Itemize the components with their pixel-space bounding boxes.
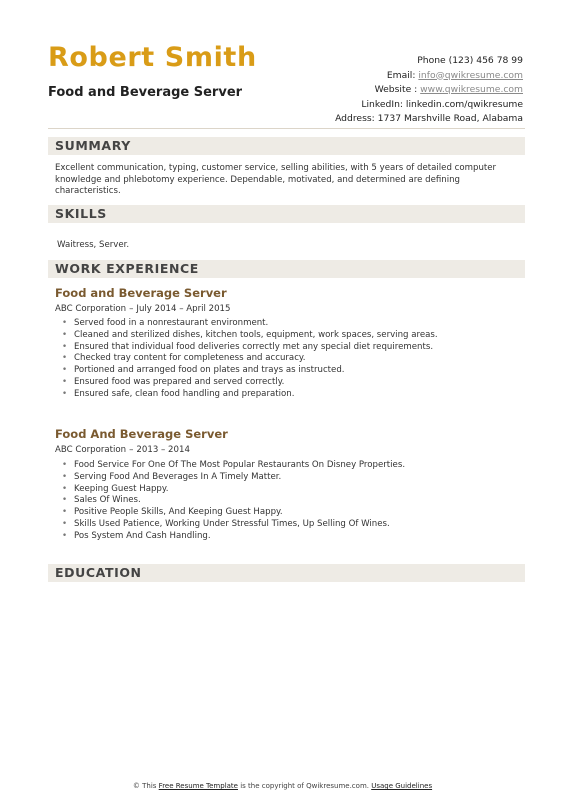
work-experience-heading: WORK EXPERIENCE bbox=[55, 261, 199, 276]
candidate-name: Robert Smith bbox=[48, 42, 257, 73]
list-item: • Keeping Guest Happy. bbox=[60, 484, 520, 496]
list-item: • Ensured safe, clean food handling and preparation. bbox=[60, 389, 520, 401]
list-item: • Checked tray content for completeness and accuracy. bbox=[60, 353, 520, 365]
list-item: • Served food in a nonrestaurant environment. bbox=[60, 318, 520, 330]
contact-address-line bbox=[223, 112, 523, 127]
job-2-bullets bbox=[60, 460, 520, 543]
phone-value: (123) 456 78 99 bbox=[448, 55, 523, 66]
email-link[interactable]: info@qwikresume.com bbox=[418, 69, 523, 81]
list-item: • Positive People Skills, And Keeping Guest Happy. bbox=[60, 507, 520, 519]
summary-section-header bbox=[48, 137, 525, 155]
work-experience-section-header bbox=[48, 260, 525, 278]
contact-linkedin-line bbox=[223, 98, 523, 113]
job-2-company-dates: ABC Corporation – 2013 – 2014 bbox=[55, 445, 190, 455]
list-item: • Ensured that individual food deliveries correctly met any special diet requirements. bbox=[60, 342, 520, 354]
list-item: • Ensured food was prepared and served correctly. bbox=[60, 377, 520, 389]
list-item: • Cleaned and sterilized dishes, kitchen tools, equipment, work spaces, serving areas. bbox=[60, 330, 520, 342]
address-label: Address: bbox=[335, 113, 375, 124]
education-heading: EDUCATION bbox=[55, 565, 142, 580]
summary-text: Excellent communication, typing, customer service, selling abilities, with 5 years of detailed computer knowledge and phlebotomy experience. Dependable, motivated, and determined are defining characteristics. bbox=[55, 163, 497, 196]
website-link[interactable]: www.qwikresume.com bbox=[420, 84, 523, 95]
skills-section-header bbox=[48, 205, 525, 223]
job-1-title: Food and Beverage Server bbox=[55, 286, 227, 300]
list-item: • Portioned and arranged food on plates and trays as instructed. bbox=[60, 365, 520, 377]
list-item: • Serving Food And Beverages In A Timely Matter. bbox=[60, 472, 520, 484]
contact-block bbox=[223, 54, 523, 127]
job-1-bullets bbox=[60, 318, 520, 401]
skills-heading: SKILLS bbox=[55, 206, 107, 221]
address-value: 1737 Marshville Road, Alabama bbox=[377, 113, 523, 124]
list-item: • Sales Of Wines. bbox=[60, 495, 520, 507]
usage-guidelines-link[interactable]: Usage Guidelines bbox=[371, 782, 433, 790]
contact-website-line bbox=[223, 83, 523, 98]
job-1-company: ABC Corporation bbox=[55, 304, 127, 314]
education-section-header bbox=[48, 564, 525, 582]
copyright-footer bbox=[0, 782, 565, 790]
job-2-title: Food And Beverage Server bbox=[55, 427, 228, 441]
skills-text: Waitress, Server. bbox=[57, 240, 130, 250]
job-2-dates: 2013 – 2014 bbox=[136, 445, 190, 455]
website-label: Website : bbox=[374, 84, 418, 95]
contact-phone-line bbox=[223, 54, 523, 69]
list-item: • Pos System And Cash Handling. bbox=[60, 531, 520, 543]
email-label: Email: bbox=[386, 69, 416, 81]
candidate-job-title: Food and Beverage Server bbox=[48, 85, 243, 100]
job-1-company-dates: ABC Corporation – July 2014 – April 2015 bbox=[55, 304, 231, 314]
linkedin-value: linkedin.com/qwikresume bbox=[405, 98, 523, 110]
contact-email-line bbox=[223, 69, 523, 84]
phone-label: Phone bbox=[417, 55, 446, 66]
summary-heading: SUMMARY bbox=[55, 138, 131, 153]
list-item: • Skills Used Patience, Working Under Stressful Times, Up Selling Of Wines. bbox=[60, 519, 520, 531]
list-item: • Food Service For One Of The Most Popular Restaurants On Disney Properties. bbox=[60, 460, 520, 472]
footer-prefix: © This bbox=[132, 782, 157, 790]
job-1-dates: July 2014 – April 2015 bbox=[136, 304, 231, 314]
job-2-company: ABC Corporation bbox=[55, 445, 127, 455]
footer-middle: is the copyright of Qwikresume.com. bbox=[240, 782, 369, 790]
header-divider bbox=[48, 128, 525, 129]
linkedin-label: LinkedIn: bbox=[361, 98, 403, 110]
free-resume-template-link[interactable]: Free Resume Template bbox=[158, 782, 238, 790]
